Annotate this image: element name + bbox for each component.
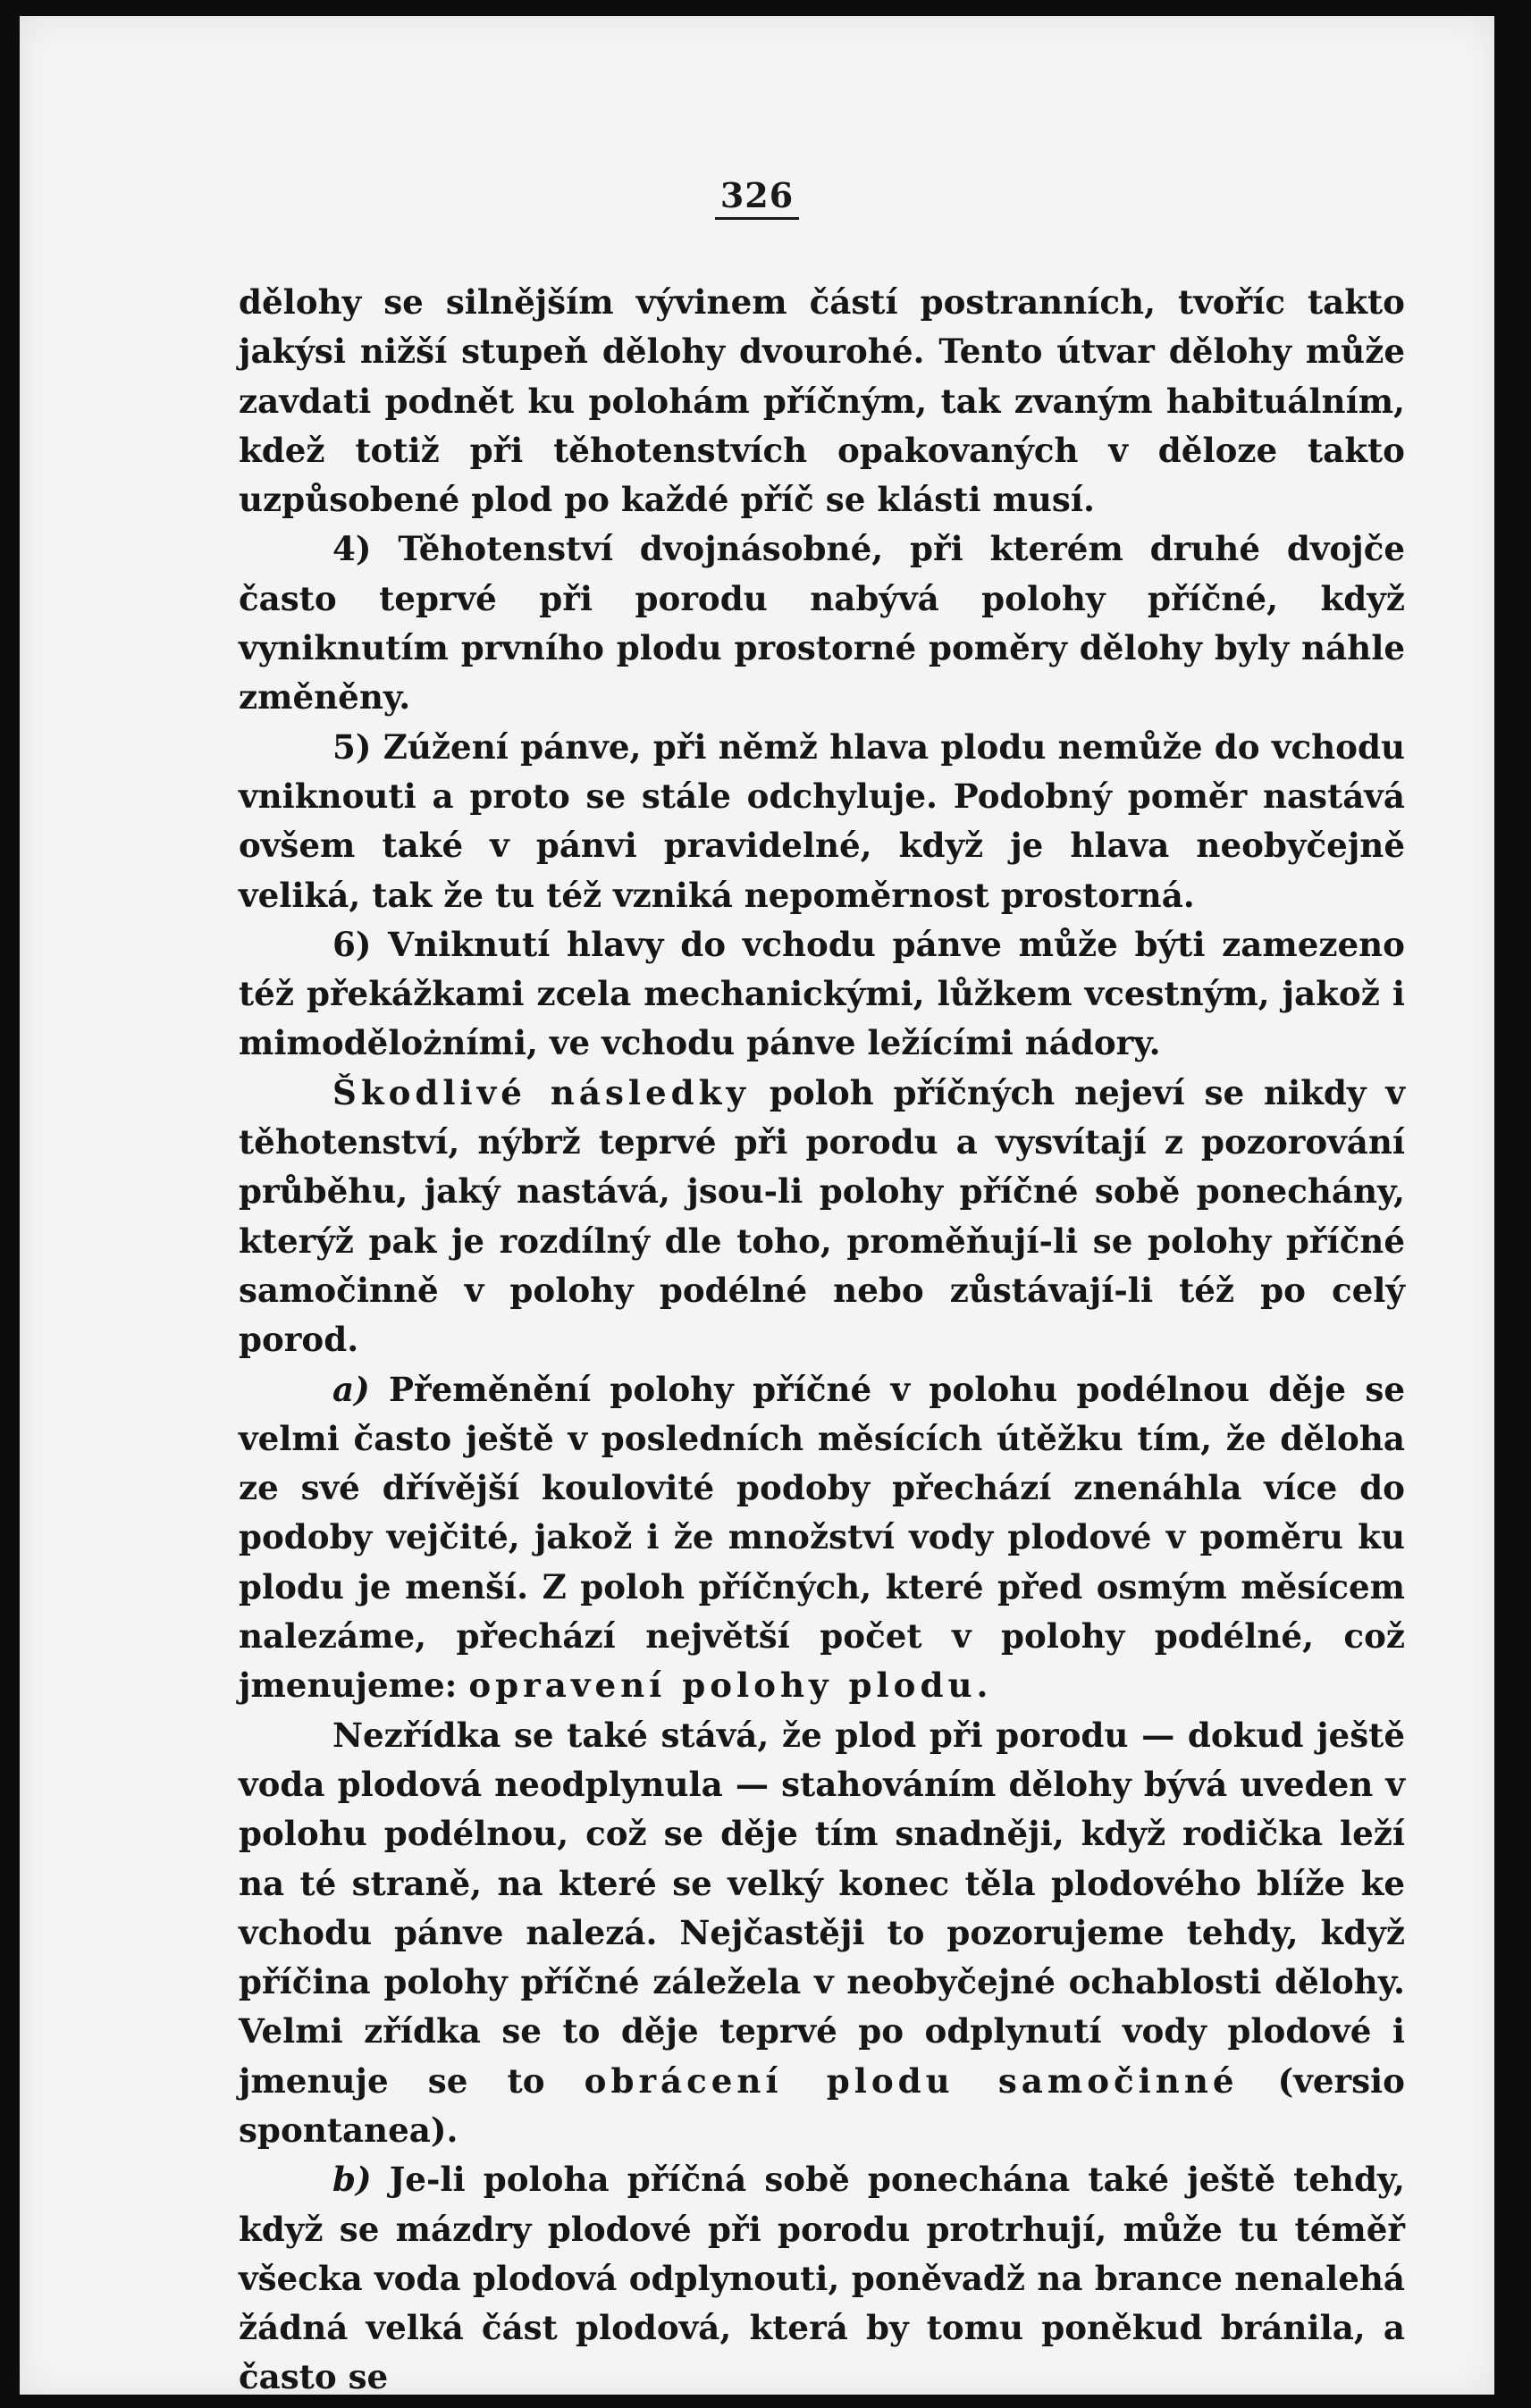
text-segment: (versio spontanea). — [239, 2060, 1405, 2150]
paragraph-p1 — [239, 278, 1405, 524]
paragraph-p7 — [239, 1711, 1405, 2156]
text-segment: b) — [332, 2160, 372, 2200]
text-segment: dělohy se silnějším vývinem částí postranních, tvoříc takto jakýsi nižší stupeň dělohy dvourohé. Tento útvar dělohy může zavdati podnět ku polohám příčným, tak zvaným habituálním, kdež totiž při těhotenstvích opakovaných v děloze takto uzpůsobené plod po každé příč se klásti musí. — [239, 282, 1405, 520]
text-segment: obrácení plodu samočinné — [584, 2060, 1239, 2101]
paragraph-p4 — [239, 920, 1405, 1069]
book-page — [20, 16, 1494, 2395]
text-segment: 4) Těhotenství dvojnásobné, při kterém druhé dvojče často teprvé při porodu nabývá polohy příčné, když vyniknutím prvního plodu prostorné poměry dělohy byly náhle změněny. — [239, 529, 1405, 717]
paragraph-p3 — [239, 723, 1405, 920]
text-segment: Škodlivé následky — [332, 1072, 751, 1112]
text-segment: Je-li poloha příčná sobě ponechána také ještě tehdy, když se mázdry plodové při porodu protrhují, může tu téměř všecka voda plodová odplynouti, poněvadž na brance nenalehá žádná velká část plodová, která by tomu poněkud bránila, a často se — [239, 2160, 1405, 2397]
paragraph-p2 — [239, 524, 1405, 722]
body-text — [239, 278, 1405, 2403]
paragraph-p6 — [239, 1365, 1405, 1711]
page-number: 326 — [715, 175, 799, 220]
text-segment: 6) Vniknutí hlavy do vchodu pánve může býti zamezeno též překážkami zcela mechanickými, lůžkem vcestným, jakož i mimodělożními, ve vchodu pánve ležícími nádory. — [239, 924, 1405, 1063]
paragraph-p8 — [239, 2155, 1405, 2402]
text-segment: . — [976, 1665, 988, 1706]
text-segment: opravení polohy plodu — [468, 1665, 977, 1706]
text-segment: Přeměnění polohy příčné v polohu podélnou děje se velmi často ještě v posledních měsících útěžku tím, že děloha ze své dřívější koulovité podoby přechází znenáhla více do podoby vejčité, jakož i že množství vody plodové v poměru ku plodu je menší. Z poloh příčných, které před osmým měsícem nalezáme, přechází největší počet v polohy podélné, což jmenujeme: — [239, 1369, 1405, 1706]
paragraph-p5 — [239, 1069, 1405, 1365]
text-segment: 5) Zúžení pánve, při němž hlava plodu nemůže do vchodu vniknouti a proto se stále odchyluje. Podobný poměr nastává ovšem také v pánvi pravidelné, když je hlava neobyčejně veliká, tak že tu též vzniká nepoměrnost prostorná. — [239, 726, 1405, 915]
text-segment: Nezřídka se také stává, že plod při porodu — dokud ještě voda plodová neodplynula — stahováním dělohy bývá uveden v polohu podélnou, což se děje tím snadněji, když rodička leží na té straně, na které se velký konec těla plodového blíže ke vchodu pánve nalezá. Nejčastěji to pozorujeme tehdy, když příčina polohy příčné záležela v neobyčejné ochablosti dělohy. Velmi zřídka se to děje teprvé po odplynutí vody plodové i jmenuje se to — [239, 1715, 1405, 2101]
text-segment: poloh příčných nejeví se nikdy v těhotenství, nýbrž teprvé při porodu a vysvítají z pozorování průběhu, jaký nastává, jsou-li polohy příčné sobě ponechány, kterýž pak je rozdílný dle toho, proměňují-li se polohy příčné samočinně v polohy podélné nebo zůstávají-li též po celý porod. — [239, 1072, 1405, 1360]
text-segment: a) — [332, 1369, 370, 1409]
page-header — [20, 175, 1494, 220]
